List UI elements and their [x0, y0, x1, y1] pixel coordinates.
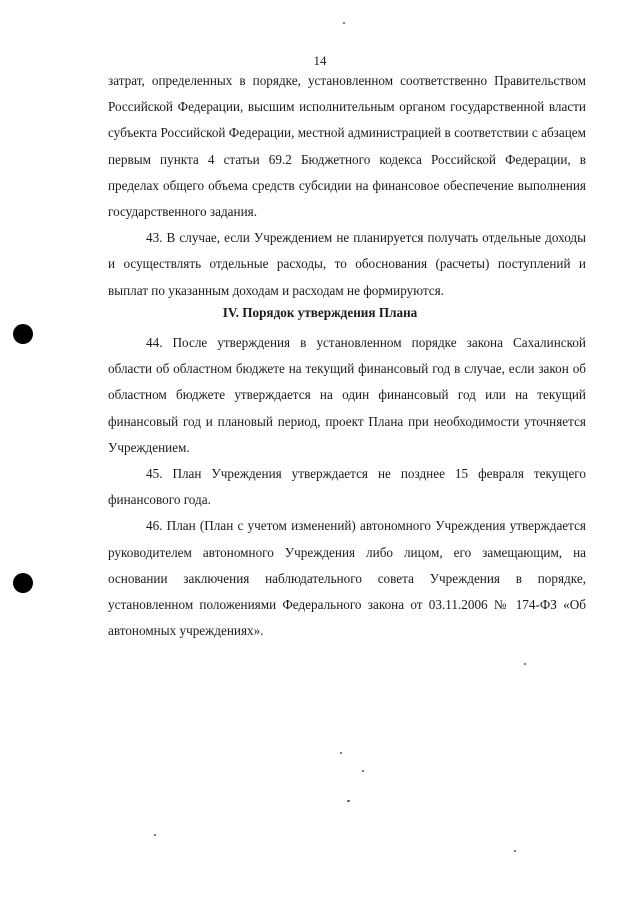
text-block-bottom — [108, 330, 586, 644]
scan-speck — [343, 22, 345, 24]
text-block-top — [108, 68, 586, 304]
section-heading: IV. Порядок утверждения Плана — [222, 305, 418, 320]
scan-speck — [362, 770, 364, 772]
page-number: 14 — [313, 53, 327, 68]
paragraph-46: 46. План (План с учетом изменений) автономного Учреждения утверждается руководителем автономного Учреждения либо лицом, его замещающим, на основании заключения наблюдательного совета Учреждения в порядке, установленном положениями Федерального закона от 03.11.2006 № 174-ФЗ «Об автономных учреждениях». — [108, 518, 586, 639]
scan-speck — [340, 752, 342, 754]
scan-speck — [514, 850, 516, 852]
paragraph-43: 43. В случае, если Учреждением не планируется получать отдельные доходы и осуществлять отдельные расходы, то обоснования (расчеты) поступлений и выплат по указанным доходам и расходам не формируются. — [108, 230, 586, 298]
scan-speck — [347, 800, 350, 802]
punch-hole-bottom — [13, 573, 33, 593]
paragraph-continuation: затрат, определенных в порядке, установленном соответственно Правительством Российской Федерации, высшим исполнительным органом государственной власти субъекта Российской Федерации, местной администрацией в соответствии с абзацем первым пункта 4 статьи 69.2 Бюджетного кодекса Российской Федерации, в пределах общего объема средств субсидии на финансовое обеспечение выполнения государственного задания. — [108, 73, 586, 220]
scan-speck — [524, 663, 526, 665]
scan-speck — [154, 834, 156, 836]
punch-hole-top — [13, 324, 33, 344]
paragraph-45: 45. План Учреждения утверждается не позднее 15 февраля текущего финансового года. — [108, 466, 586, 508]
paragraph-44: 44. После утверждения в установленном порядке закона Сахалинской области об областном бюджете на текущий финансовый год в случае, если закон об областном бюджете утверждается на один финансовый год или на текущий финансовый год и плановый период, проект Плана при необходимости уточняется Учреждением. — [108, 335, 586, 455]
